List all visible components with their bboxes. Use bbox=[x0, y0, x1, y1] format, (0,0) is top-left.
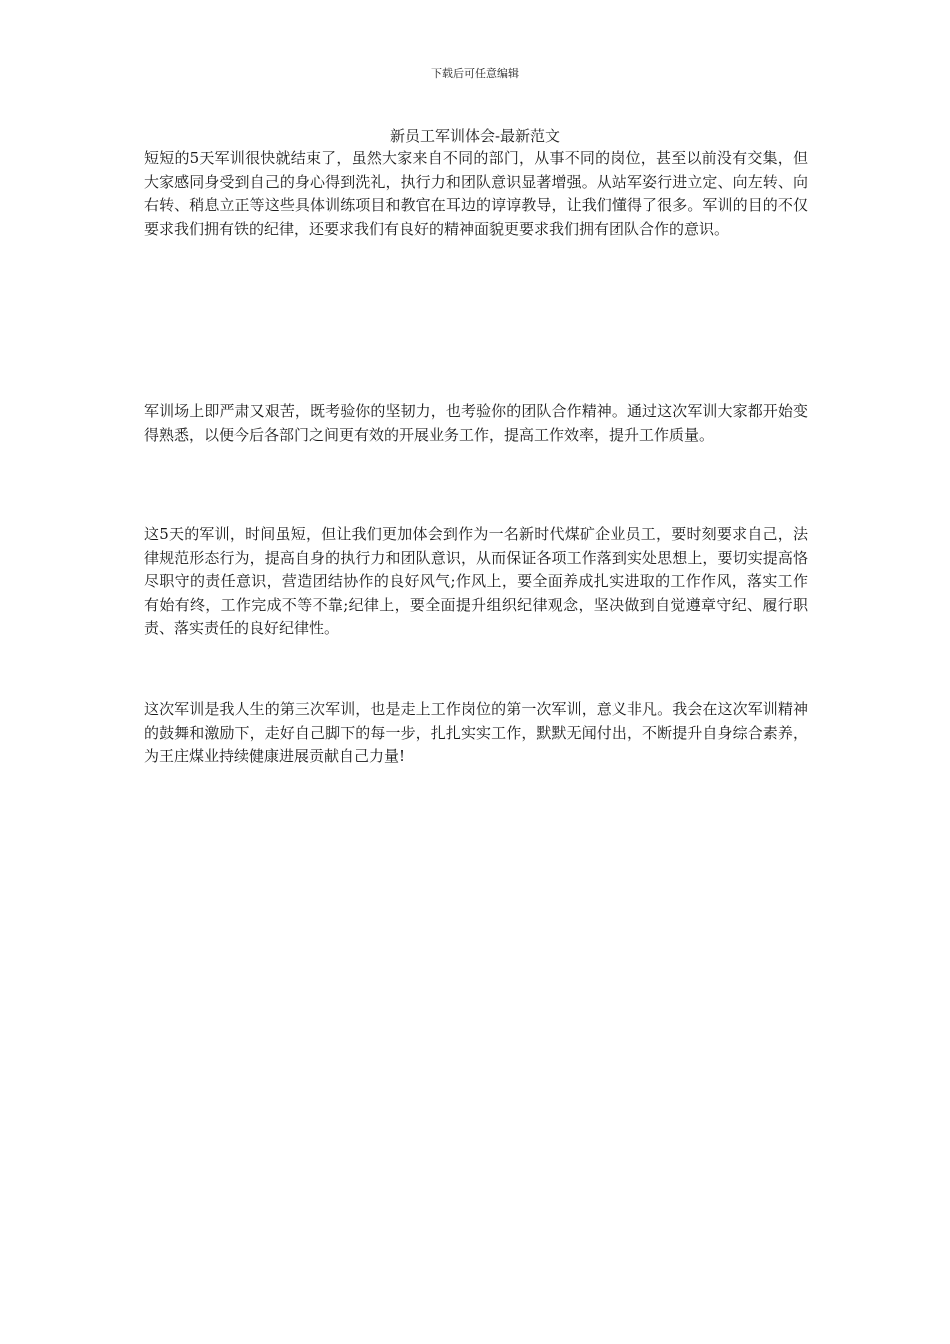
paragraph-3: 这5天的军训，时间虽短，但让我们更加体会到作为一名新时代煤矿企业员工，要时刻要求自己，法律规范形态行为，提高自身的执行力和团队意识，从而保证各项工作落到实处思想上，要切实提高恪尽职守的责任意识，营造团结协作的良好风气;作风上，要全面养成扎实进取的工作作风，落实工作有始有终，工作完成不等不靠;纪律上，要全面提升组织纪律观念，坚决做到自觉遵章守纪、履行职责、落实责任的良好纪律性。 bbox=[144, 525, 808, 637]
document-title: 新员工军训体会-最新范文 bbox=[389, 127, 561, 145]
header-note: 下载后可任意编辑 bbox=[431, 67, 519, 80]
paragraph-1: 短短的5天军训很快就结束了，虽然大家来自不同的部门，从事不同的岗位，甚至以前没有交集，但大家感同身受到自己的身心得到洗礼，执行力和团队意识显著增强。从站军姿行进立定、向左转、向右转、稍息立正等这些具体训练项目和教官在耳边的谆谆教导，让我们懂得了很多。军训的目的不仅要求我们拥有铁的纪律，还要求我们有良好的精神面貌更要求我们拥有团队合作的意识。 bbox=[144, 149, 808, 238]
paragraph-4: 这次军训是我人生的第三次军训，也是走上工作岗位的第一次军训，意义非凡。我会在这次军训精神的鼓舞和激励下，走好自己脚下的每一步，扎扎实实工作，默默无闻付出，不断提升自身综合素养，为王庄煤业持续健康进展贡献自己力量! bbox=[144, 700, 808, 765]
paragraph-2: 军训场上即严肃又艰苦，既考验你的坚韧力，也考验你的团队合作精神。通过这次军训大家都开始变得熟悉，以便今后各部门之间更有效的开展业务工作，提高工作效率，提升工作质量。 bbox=[144, 402, 808, 444]
